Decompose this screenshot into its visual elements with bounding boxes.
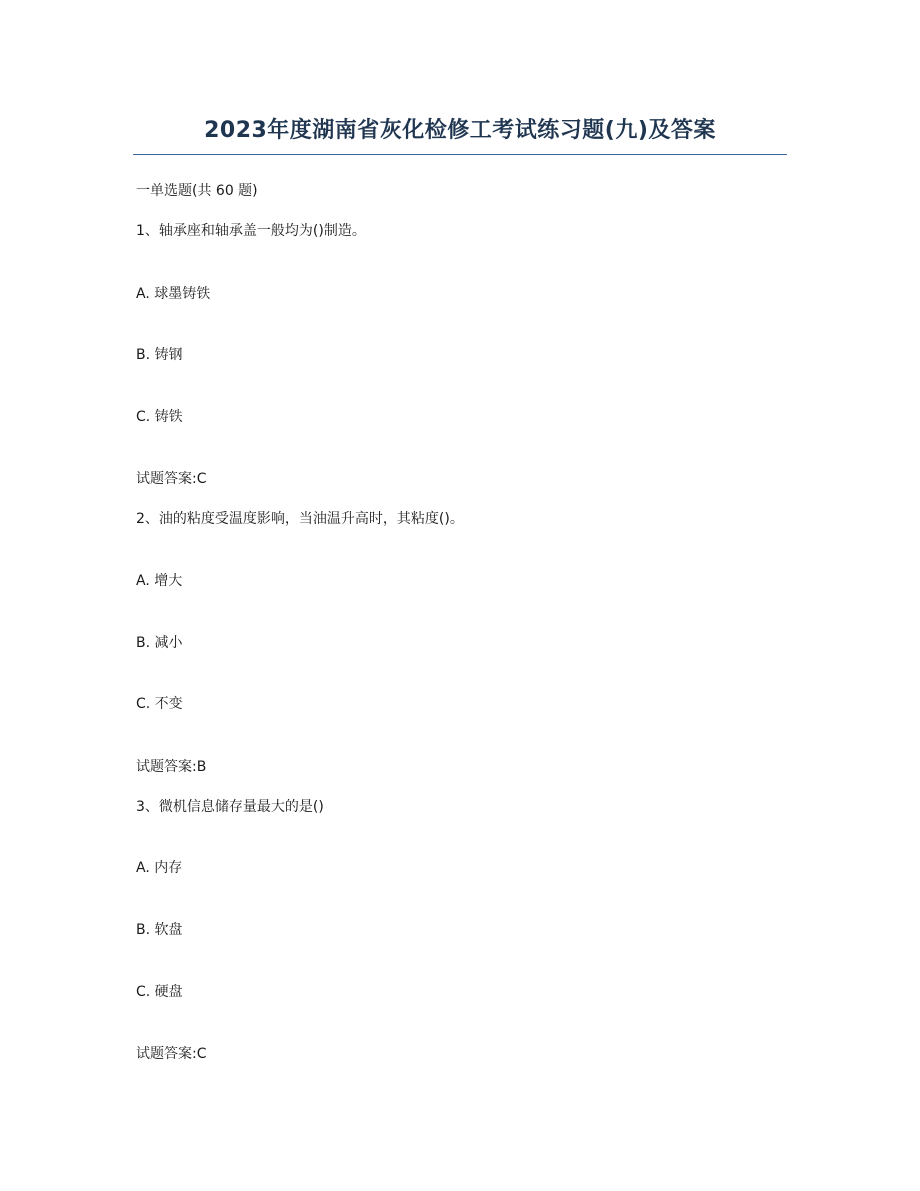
question-stem: 3、微机信息储存量最大的是() bbox=[136, 799, 324, 815]
section-heading: 一单选题(共 60 题) bbox=[136, 183, 258, 199]
question-stem: 2、油的粘度受温度影响，当油温升高时，其粘度()。 bbox=[136, 511, 464, 527]
option-b: B. 软盘 bbox=[136, 922, 183, 938]
answer-line: 试题答案:C bbox=[136, 1046, 207, 1062]
option-a: A. 内存 bbox=[136, 860, 183, 876]
option-c: C. 不变 bbox=[136, 696, 183, 712]
title-divider bbox=[133, 154, 787, 155]
option-c: C. 硬盘 bbox=[136, 984, 183, 1000]
option-a: A. 增大 bbox=[136, 573, 183, 589]
option-c: C. 铸铁 bbox=[136, 409, 183, 425]
option-b: B. 减小 bbox=[136, 635, 183, 651]
option-a: A. 球墨铸铁 bbox=[136, 286, 211, 302]
answer-line: 试题答案:B bbox=[136, 759, 207, 775]
question-stem: 1、轴承座和轴承盖一般均为()制造。 bbox=[136, 223, 366, 239]
answer-line: 试题答案:C bbox=[136, 471, 207, 487]
document-title: 2023年度湖南省灰化检修工考试练习题(九)及答案 bbox=[204, 118, 716, 143]
option-b: B. 铸钢 bbox=[136, 347, 183, 363]
